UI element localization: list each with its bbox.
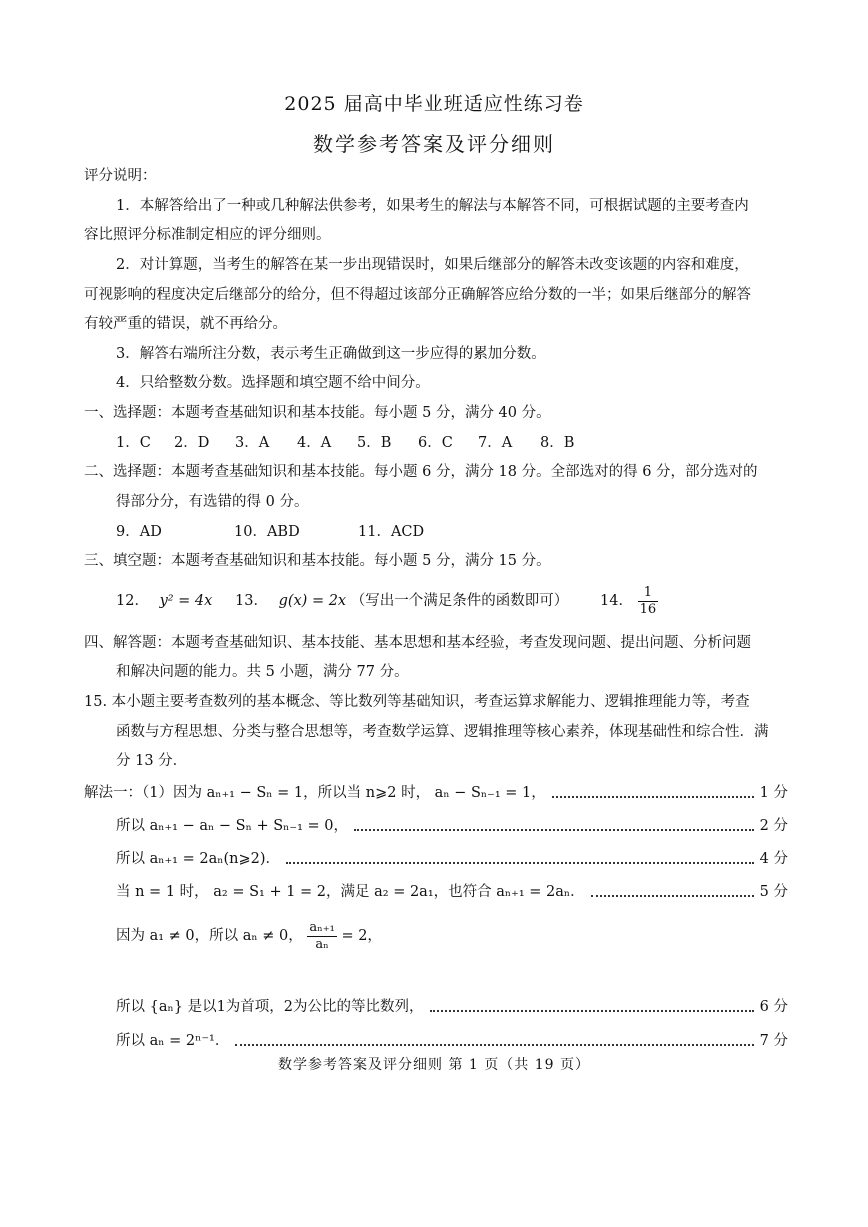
q15-intro-line-2: 函数与方程思想、分类与整合思想等，考查数学运算、逻辑推理等核心素养，体现基础性和综合性．满 [116, 724, 769, 740]
note-1-line-1: 1．本解答给出了一种或几种解法供参考，如果考生的解法与本解答不同，可根据试题的主要考查内 [116, 198, 749, 214]
note-2-line-3: 有较严重的错误，就不再给分。 [84, 316, 287, 332]
ratio-fraction [307, 920, 336, 953]
note-3: 3．解答右端所注分数，表示考生正确做到这一步应得的累加分数。 [116, 346, 546, 362]
step-points: 1 分 [759, 785, 788, 801]
section-2-heading-line-2: 得部分分，有选错的得 0 分。 [116, 494, 309, 510]
fraction-denominator: aₙ [315, 936, 329, 952]
answer-item: 6．C [418, 435, 453, 451]
step-points: 4 分 [759, 851, 788, 867]
leader-dots [286, 862, 754, 864]
leader-dots [354, 829, 754, 831]
section-1-heading: 一、选择题：本题考查基础知识和基本技能。每小题 5 分，满分 40 分。 [84, 405, 551, 421]
answer-12-expr: y² = 4x [159, 593, 213, 609]
fraction-numerator: 1 [638, 585, 659, 602]
answer-item: 4．A [297, 435, 332, 451]
step-text-tail: = 2， [341, 928, 382, 944]
answer-item: 7．A [478, 435, 513, 451]
section-3-heading: 三、填空题：本题考查基础知识和基本技能。每小题 5 分，满分 15 分。 [84, 553, 551, 569]
answer-item: 1．C [116, 435, 151, 451]
solution-step [84, 783, 788, 803]
answer-14-fraction [638, 585, 659, 618]
answer-item: 10．ABD [234, 524, 300, 540]
answer-item: 5．B [357, 435, 392, 451]
step-points: 5 分 [759, 884, 788, 900]
leader-dots [552, 796, 754, 798]
step-text: 因为 a₁ ≠ 0，所以 aₙ ≠ 0， [116, 928, 303, 944]
answer-14 [600, 583, 658, 619]
step-text: 所以 aₙ₊₁ = 2aₙ(n⩾2)． [116, 851, 281, 867]
solution-step [116, 849, 788, 869]
leader-dots [430, 1010, 754, 1012]
note-2-line-1: 2．对计算题，当考生的解答在某一步出现错误时，如果后继部分的解答未改变该题的内容和难度， [116, 257, 749, 273]
answer-item: 3．A [235, 435, 270, 451]
solution-step [116, 816, 788, 836]
note-4: 4．只给整数分数。选择题和填空题不给中间分。 [116, 375, 430, 391]
notes-heading: 评分说明： [84, 168, 157, 184]
section-2-heading-line-1: 二、选择题：本题考查基础知识和基本技能。每小题 6 分，满分 18 分。全部选对的得 6 分，部分选对的 [84, 464, 758, 480]
answer-item: 8．B [540, 435, 575, 451]
q15-intro-line-1: 15. 本小题主要考查数列的基本概念、等比数列等基础知识，考查运算求解能力、逻辑推理能力等，考查 [84, 694, 750, 710]
step-text: 解法一：（1）因为 aₙ₊₁ − Sₙ = 1，所以当 n⩾2 时， aₙ − Sₙ₋₁ = 1， [84, 785, 546, 801]
answer-14-label: 14． [600, 593, 633, 609]
answer-12 [116, 591, 212, 611]
solution-step [116, 882, 788, 902]
page-subtitle: 数学参考答案及评分细则 [313, 132, 555, 156]
answer-13-label: 13． [235, 593, 268, 609]
leader-dots [235, 1044, 753, 1046]
step-text: 所以 aₙ = 2ⁿ⁻¹． [116, 1033, 230, 1049]
solution-step [116, 1031, 788, 1051]
leader-dots [591, 895, 754, 897]
answer-item: 9．AD [116, 524, 162, 540]
answer-12-label: 12． [116, 593, 149, 609]
step-points: 7 分 [759, 1033, 788, 1049]
step-points: 2 分 [759, 818, 788, 834]
note-2-line-2: 可视影响的程度决定后继部分的给分，但不得超过该部分正确解答应给分数的一半；如果后继部分的解答 [84, 287, 751, 303]
fraction-numerator: aₙ₊₁ [309, 919, 335, 935]
step-text: 当 n = 1 时， a₂ = S₁ + 1 = 2，满足 a₂ = 2a₁，也符合 aₙ₊₁ = 2aₙ． [116, 884, 585, 900]
step-text: 所以 aₙ₊₁ − aₙ − Sₙ + Sₙ₋₁ = 0， [116, 818, 348, 834]
note-1-line-2: 容比照评分标准制定相应的评分细则。 [84, 227, 331, 243]
fraction-denominator: 16 [639, 601, 657, 617]
answer-13-note: （写出一个满足条件的函数即可） [350, 593, 569, 609]
q15-intro-line-3: 分 13 分． [116, 753, 188, 769]
solution-step [116, 997, 788, 1017]
answer-item: 11．ACD [358, 524, 425, 540]
answer-13-expr: g(x) = 2x [278, 593, 347, 609]
solution-step-ratio [116, 918, 382, 954]
step-points: 6 分 [759, 999, 788, 1015]
answer-13 [235, 591, 568, 611]
page-footer: 数学参考答案及评分细则 第 1 页（共 19 页） [278, 1057, 590, 1073]
page-title: 2025 届高中毕业班适应性练习卷 [284, 93, 584, 115]
step-text: 所以 {aₙ} 是以1为首项，2为公比的等比数列， [116, 999, 424, 1015]
section-4-heading-line-2: 和解决问题的能力。共 5 小题，满分 77 分。 [116, 664, 409, 680]
answer-item: 2．D [174, 435, 210, 451]
section-4-heading-line-1: 四、解答题：本题考查基础知识、基本技能、基本思想和基本经验，考查发现问题、提出问题、分析问题 [84, 635, 751, 651]
